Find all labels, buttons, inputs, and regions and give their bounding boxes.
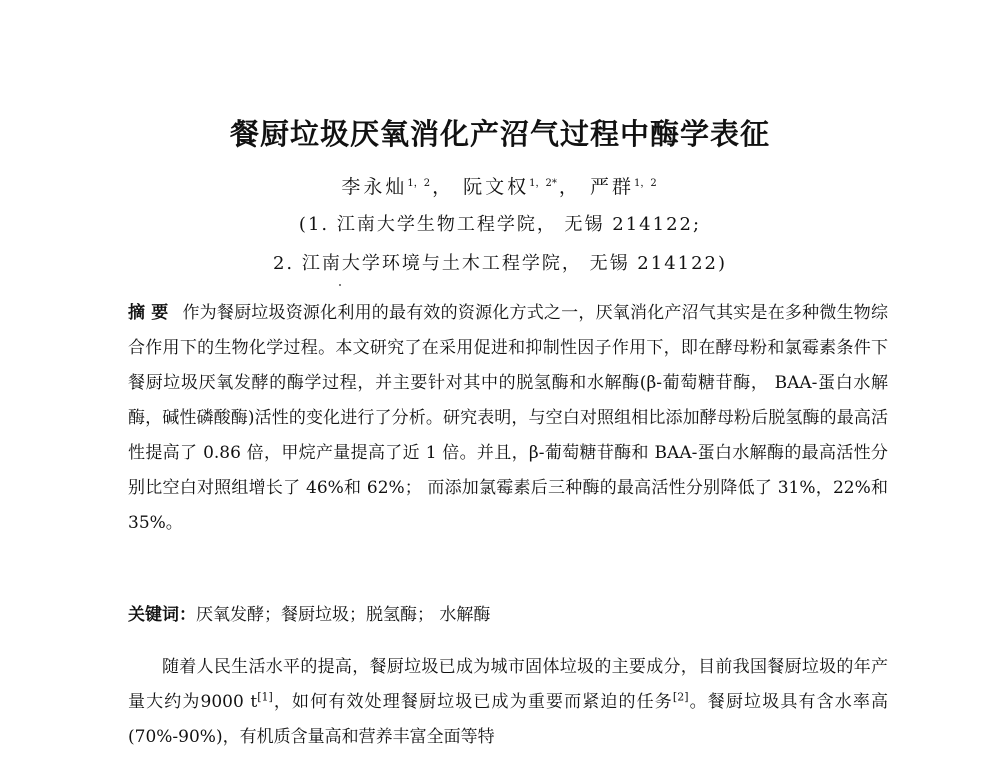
author-name: 阮文权 bbox=[463, 176, 530, 198]
citation-ref: [1] bbox=[257, 690, 273, 704]
author-affiliation-mark: 1，2 bbox=[633, 177, 657, 189]
scan-speck bbox=[339, 284, 341, 286]
abstract-text: 作为餐厨垃圾资源化利用的最有效的资源化方式之一，厌氧消化产沼气其实是在多种微生物综合作用下的生物化学过程。本文研究了在采用促进和抑制性因子作用下，即在酵母粉和氯霉素条件下餐厨垃圾厌氧发酵的酶学过程，并主要针对其中的脱氢酶和水解酶(β-葡萄糖苷酶， BAA-蛋白水解酶，碱性磷酸酶)活性的变化进行了分析。研究表明，与空白对照组相比添加酵母粉后脱氢酶的最高活性提高了 0.86 倍，甲烷产量提高了近 1 倍。并且，β-葡萄糖苷酶和 BAA-蛋白水解酶的最高活性分别比空白对照组增长了 46%和 62%； 而添加氯霉素后三种酶的最高活性分别降低了 31%，22%和 35%。 bbox=[128, 303, 889, 533]
keywords bbox=[128, 598, 888, 633]
affiliation-1: (1. 江南大学生物工程学院， 无锡 214122; bbox=[298, 214, 702, 235]
keywords-text: 厌氧发酵；餐厨垃圾；脱氢酶； 水解酶 bbox=[196, 605, 491, 625]
body-text-part: 随着人民生活水平的提高，餐厨垃圾已成为城市固体垃圾的主要成分，目前我国餐厨垃圾的年产量大约为9000 t bbox=[128, 657, 888, 712]
citation-ref: [2] bbox=[672, 690, 689, 704]
author-affiliation-mark: 1，2* bbox=[529, 177, 557, 189]
author-separator: ， bbox=[432, 176, 455, 198]
paper-title: 餐厨垃圾厌氧消化产沼气过程中酶学表征 bbox=[229, 117, 770, 151]
author-name: 李永灿 bbox=[341, 176, 408, 198]
author-name: 严群 bbox=[589, 176, 634, 198]
body-text-part: ，如何有效处理餐厨垃圾已成为重要而紧迫的任务 bbox=[272, 692, 673, 712]
author-line bbox=[0, 172, 1000, 199]
abstract-label: 摘要 bbox=[128, 303, 175, 323]
author-separator: ， bbox=[558, 176, 581, 198]
intro-paragraph bbox=[128, 650, 888, 755]
abstract bbox=[128, 296, 888, 608]
body-text-part: 。餐厨垃圾具有含水率高(70%-90%)，有机质含量高和营养丰富全面等特 bbox=[128, 692, 889, 747]
affiliation-2: 2. 江南大学环境与土木工程学院， 无锡 214122) bbox=[272, 253, 728, 274]
author-affiliation-mark: 1，2 bbox=[407, 177, 431, 189]
keywords-label: 关键词： bbox=[128, 605, 196, 625]
